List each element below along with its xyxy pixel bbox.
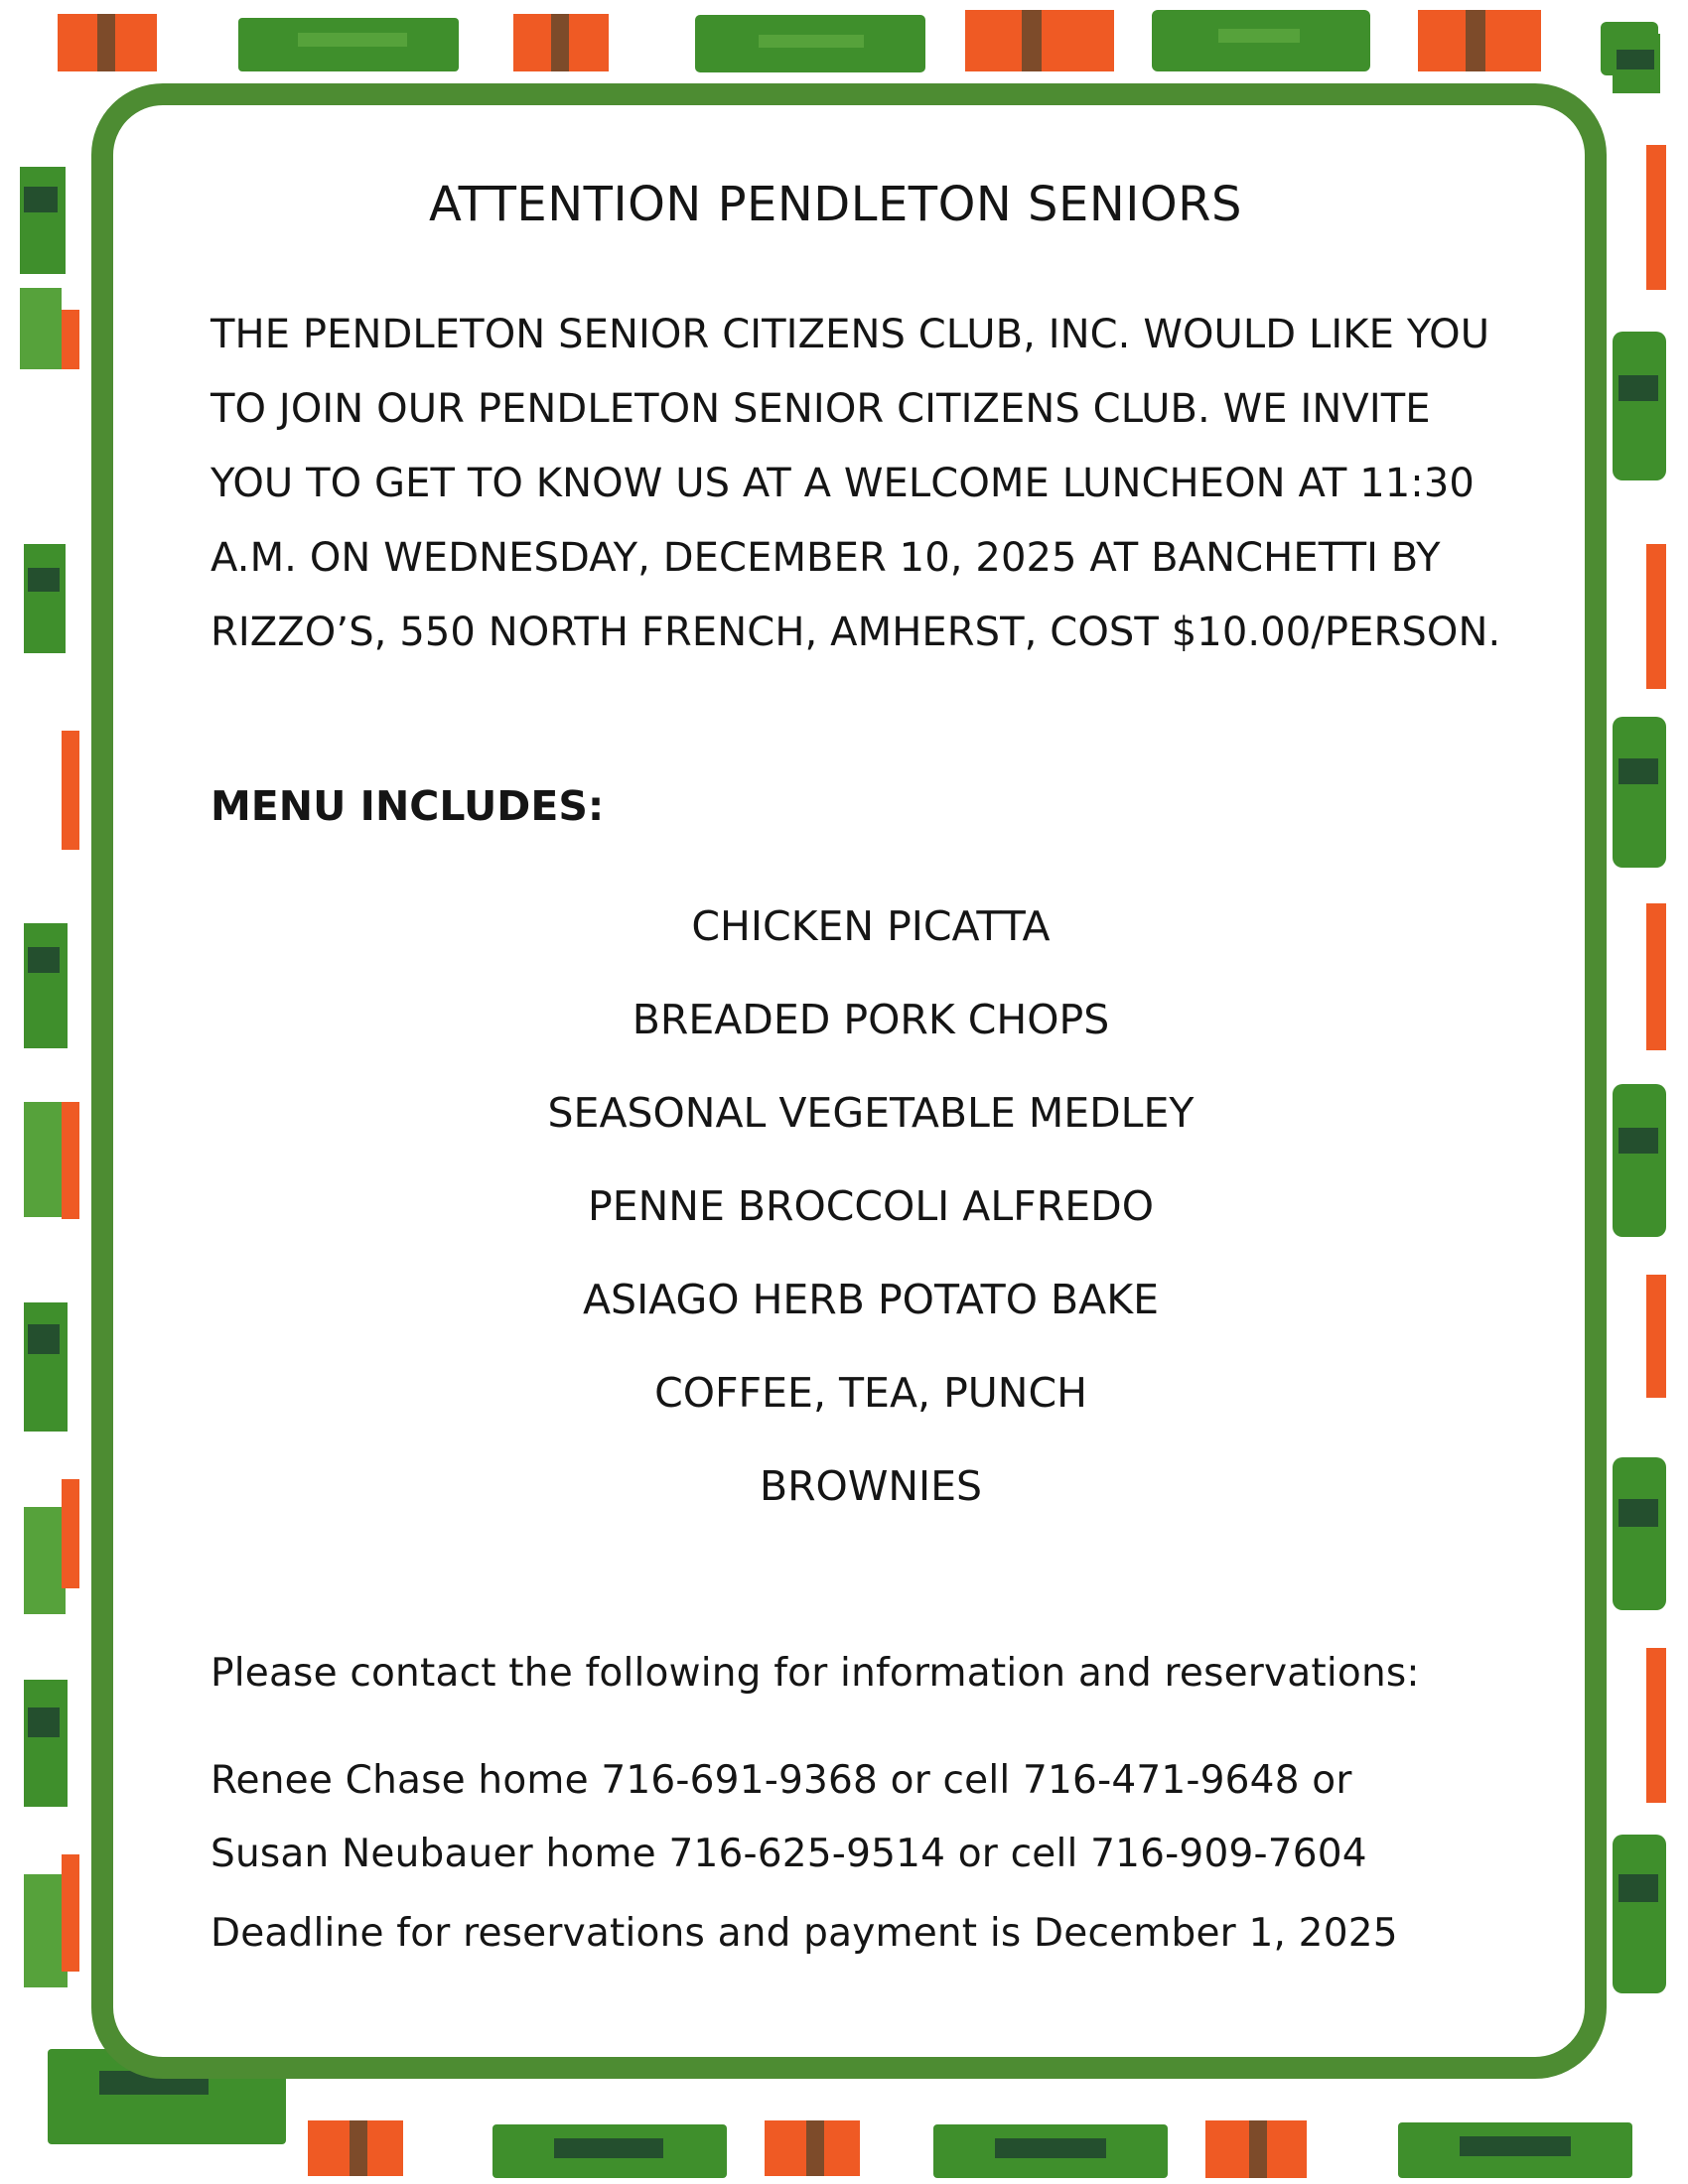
orange-gift-icon [1646,544,1666,689]
contact-list [211,1744,1531,1891]
green-gift-icon [1613,1835,1666,1993]
invitation-line: A.M. ON WEDNESDAY, DECEMBER 10, 2025 AT BANCHETTI BY [211,535,1441,581]
green-gift-icon [1613,1457,1666,1610]
contact-line: Renee Chase home 716-691-9368 or cell 716-471-9648 or [211,1758,1352,1803]
menu-item: COFFEE, TEA, PUNCH [654,1369,1087,1417]
gift-ribbon-icon [1218,29,1300,43]
gift-ribbon-icon [1618,375,1658,401]
green-gift-icon [24,923,68,1048]
green-gift-icon [1613,717,1666,868]
menu-item: ASIAGO HERB POTATO BAKE [583,1276,1159,1323]
gift-ribbon-icon [1618,758,1658,784]
gift-ribbon-icon [1249,2120,1267,2178]
green-gift-icon [24,1507,66,1614]
orange-gift-icon [62,1102,79,1219]
gift-ribbon-icon [554,2138,663,2158]
gift-ribbon-icon [1618,1499,1658,1527]
green-gift-icon [24,1680,68,1807]
menu-item: SEASONAL VEGETABLE MEDLEY [547,1089,1195,1137]
menu-item: PENNE BROCCOLI ALFREDO [588,1182,1154,1230]
menu-item: CHICKEN PICATTA [691,902,1051,950]
orange-gift-icon [1646,145,1666,290]
invitation-line: TO JOIN OUR PENDLETON SENIOR CITIZENS CLUB. WE INVITE [211,386,1431,432]
orange-gift-icon [62,310,79,369]
green-gift-icon [1613,332,1666,480]
gift-ribbon-icon [28,568,60,592]
contact-section [211,1651,1531,1956]
gift-ribbon-icon [551,14,569,71]
reservation-deadline: Deadline for reservations and payment is December 1, 2025 [211,1911,1398,1956]
green-gift-icon [24,1102,66,1217]
flyer-card [91,83,1607,2079]
flyer-document [211,177,1531,1956]
orange-gift-icon [1646,1648,1666,1803]
gift-ribbon-icon [1618,1128,1658,1154]
gift-ribbon-icon [1618,1874,1658,1902]
gift-ribbon-icon [298,33,407,47]
gift-ribbon-icon [350,2120,367,2176]
invitation-line: YOU TO GET TO KNOW US AT A WELCOME LUNCHEON AT 11:30 [211,461,1475,506]
green-gift-icon [1613,1084,1666,1237]
orange-gift-icon [1646,1275,1666,1398]
gift-ribbon-icon [759,35,864,48]
invitation-line: RIZZO’S, 550 NORTH FRENCH, AMHERST, COST $10.00/PERSON. [211,610,1501,655]
gift-ribbon-icon [28,1324,60,1354]
menu-item: BROWNIES [759,1462,983,1510]
gift-ribbon-icon [1460,2136,1571,2156]
menu-heading: MENU INCLUDES: [211,782,605,830]
left-gift-border [20,167,79,1987]
flyer-title: ATTENTION PENDLETON SENIORS [429,177,1242,232]
top-gift-border [58,10,1658,75]
gift-ribbon-icon [995,2138,1106,2158]
green-gift-icon [24,1874,68,1987]
gift-ribbon-icon [1022,10,1042,71]
green-gift-icon [20,167,66,274]
orange-gift-icon [62,1479,79,1588]
gift-ribbon-icon [806,2120,824,2176]
gift-ribbon-icon [28,947,60,973]
orange-gift-icon [1646,903,1666,1050]
orange-gift-icon [62,731,79,850]
menu-list [211,880,1531,1533]
contact-intro: Please contact the following for information and reservations: [211,1651,1420,1696]
orange-gift-icon [62,1854,79,1972]
contact-line: Susan Neubauer home 716-625-9514 or cell 716-909-7604 [211,1832,1367,1876]
green-gift-icon [20,288,62,369]
gift-ribbon-icon [1466,10,1485,71]
green-gift-icon [24,1302,68,1432]
gift-ribbon-icon [1617,50,1654,69]
menu-item: BREADED PORK CHOPS [632,996,1110,1043]
gift-ribbon-icon [28,1707,60,1737]
invitation-paragraph [211,298,1521,670]
gift-ribbon-icon [24,187,58,212]
green-gift-icon [24,544,66,653]
invitation-line: THE PENDLETON SENIOR CITIZENS CLUB, INC. WOULD LIKE YOU [211,312,1490,357]
right-gift-border [1613,34,1666,1993]
gift-ribbon-icon [97,14,115,71]
